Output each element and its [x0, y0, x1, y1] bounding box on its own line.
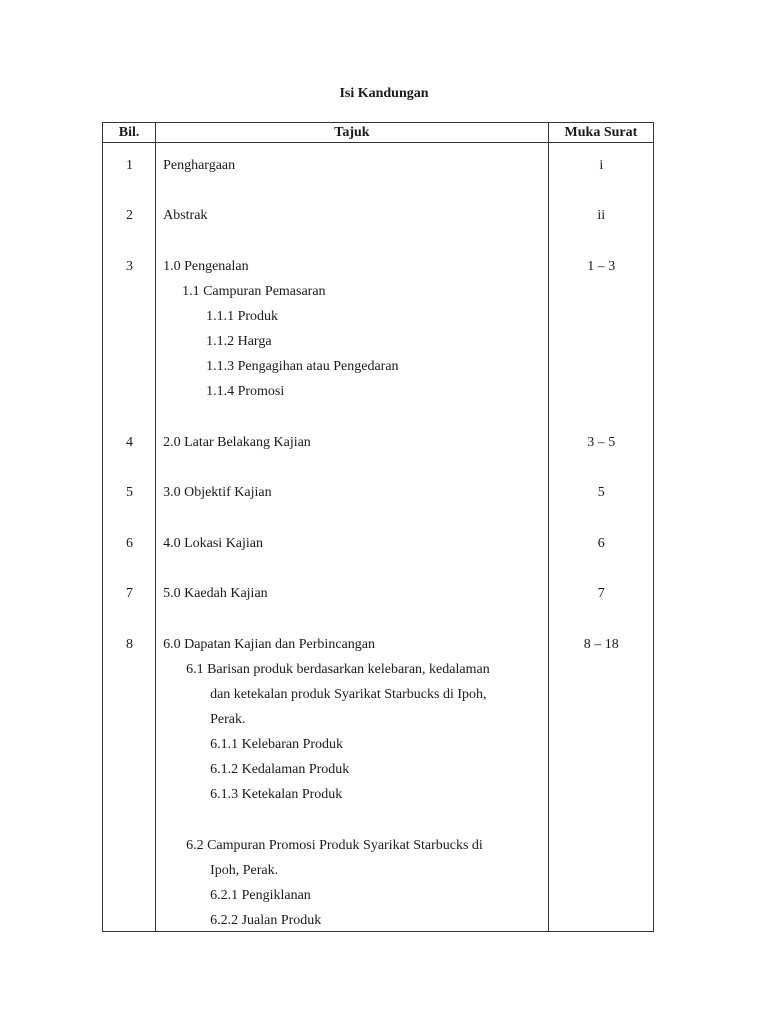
header-tajuk: Tajuk [156, 123, 549, 143]
muka-surat-column [548, 143, 653, 932]
bil-number: 1 [126, 158, 133, 173]
toc-entry: Penghargaan [163, 158, 236, 173]
toc-entry: 6.2.1 Pengiklanan [210, 888, 311, 903]
page-number: 3 – 5 [587, 435, 616, 450]
toc-entry: dan ketekalan produk Syarikat Starbucks di Ipoh, [210, 687, 487, 702]
toc-entry: 6.1.2 Kedalaman Produk [210, 762, 350, 777]
toc-entry: 1.1.1 Produk [206, 309, 279, 324]
toc-entry: 6.1 Barisan produk berdasarkan kelebaran, kedalaman [186, 662, 490, 677]
toc-entry: 6.2.2 Jualan Produk [210, 913, 322, 928]
bil-number: 8 [126, 637, 133, 652]
toc-entry: 6.2 Campuran Promosi Produk Syarikat Starbucks di [186, 838, 483, 853]
page-number: ii [597, 208, 606, 223]
toc-entry: 6.1.3 Ketekalan Produk [210, 787, 343, 802]
bil-column [103, 143, 156, 932]
toc-entry: 6.0 Dapatan Kajian dan Perbincangan [163, 637, 375, 652]
bil-number: 2 [126, 208, 133, 223]
bil-number: 4 [126, 435, 133, 450]
toc-entry: Ipoh, Perak. [210, 863, 279, 878]
bil-number: 3 [126, 259, 133, 274]
toc-entry: 2.0 Latar Belakang Kajian [163, 435, 311, 450]
bil-number: 7 [126, 586, 133, 601]
table-header-row [103, 123, 654, 143]
toc-entry: 1.1.4 Promosi [206, 384, 285, 399]
page-number: 5 [597, 485, 605, 500]
toc-entry: 4.0 Lokasi Kajian [163, 536, 264, 551]
bil-number: 5 [126, 485, 133, 500]
toc-entry: 3.0 Objektif Kajian [163, 485, 272, 500]
page-number: 6 [597, 536, 605, 551]
tajuk-column [156, 143, 549, 932]
header-bil: Bil. [103, 123, 156, 143]
toc-entry: 1.1.2 Harga [206, 334, 272, 349]
toc-entry: Abstrak [163, 208, 208, 223]
toc-entry: 1.1.3 Pengagihan atau Pengedaran [206, 359, 399, 374]
toc-entry: Perak. [210, 712, 246, 727]
toc-entry: 5.0 Kaedah Kajian [163, 586, 268, 601]
table-row [103, 143, 654, 932]
bil-number: 6 [126, 536, 133, 551]
toc-table-container [102, 122, 654, 931]
toc-entry: 1.0 Pengenalan [163, 259, 249, 274]
page-number: 7 [597, 586, 605, 601]
page-title: Isi Kandungan [339, 86, 429, 101]
page-number: i [599, 158, 604, 173]
toc-entry: 1.1 Campuran Pemasaran [182, 284, 326, 299]
toc-table [102, 122, 654, 932]
page-number: 8 – 18 [583, 637, 619, 652]
header-muka-surat: Muka Surat [548, 123, 653, 143]
toc-entry: 6.1.1 Kelebaran Produk [210, 737, 344, 752]
page-number: 1 – 3 [587, 259, 616, 274]
